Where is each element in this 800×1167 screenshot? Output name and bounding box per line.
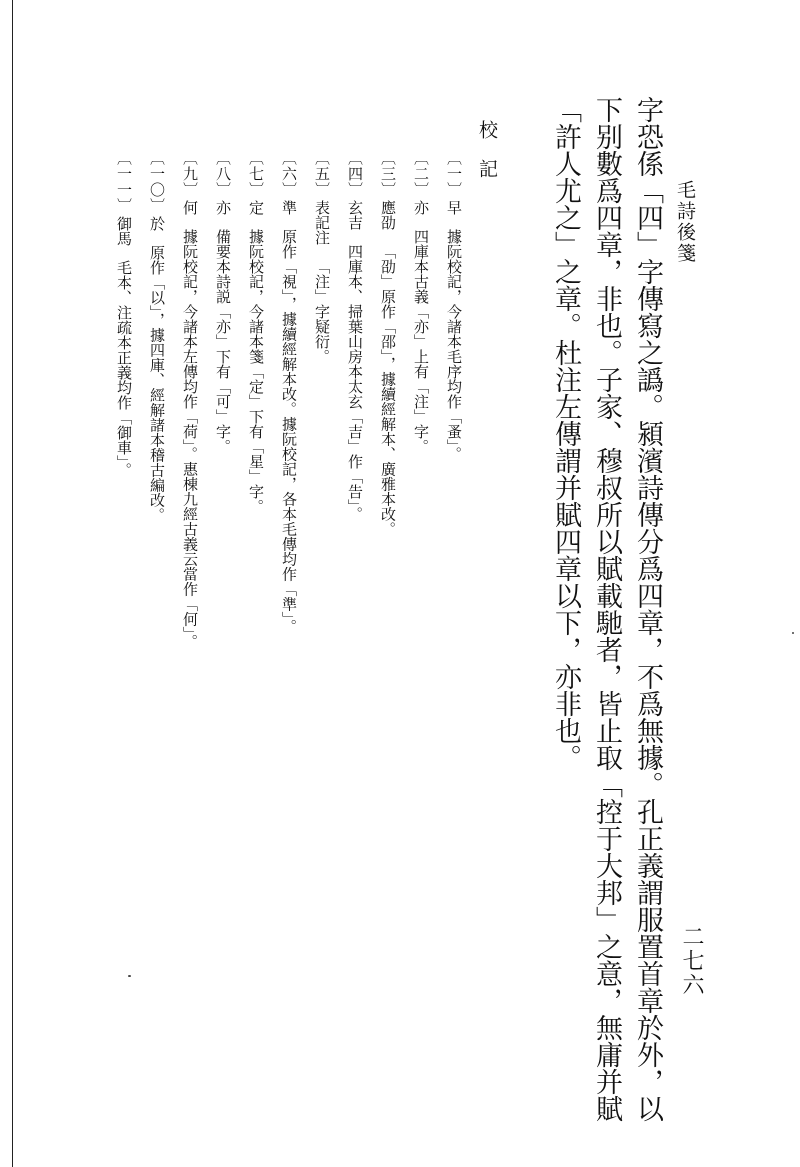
note-number: 〔四〕 [346, 150, 364, 198]
collation-note [206, 150, 239, 750]
collation-note [140, 150, 173, 750]
collation-note [173, 150, 206, 750]
collation-note [404, 150, 437, 750]
main-text-line: 下别數爲四章，非也。子家、穆叔所以賦載馳者，皆止取「控于大邦」之意，無庸并賦 [591, 96, 622, 1122]
note-number: 〔三〕 [379, 150, 397, 198]
note-number: 〔一〇〕 [148, 150, 166, 214]
note-number: 〔一一〕 [115, 150, 133, 214]
note-keyword: 玄吉 [346, 200, 364, 230]
note-text: 原作「以」，據四庫、經解諸本稽古編改。 [148, 245, 166, 523]
note-text: 據阮校記，今諸本左傳均作「荷」。惠棟九經古義云當作「何」。 [181, 229, 199, 649]
note-number: 〔二〕 [412, 150, 430, 198]
note-keyword: 準 [280, 200, 298, 215]
note-keyword: 御馬 [115, 216, 133, 246]
note-keyword: 亦 [412, 200, 430, 215]
note-text: 備要本詩説「亦」下有「可」字。 [214, 229, 232, 454]
running-header-title: 毛詩後箋 [674, 180, 696, 264]
collation-note [437, 150, 470, 750]
scan-speck [128, 975, 131, 977]
note-text: 據阮校記，今諸本毛序均作「蚤」。 [445, 229, 463, 462]
note-text: 原作「視」，據續經解本改。據阮校記，各本毛傳均作「準」。 [280, 229, 298, 634]
note-text: 據阮校記，今諸本箋「定」下有「星」字。 [247, 229, 265, 514]
note-keyword: 亦 [214, 200, 232, 215]
page-edge-line [12, 0, 13, 1167]
note-keyword: 應劭 [379, 200, 397, 230]
note-keyword: 定 [247, 200, 265, 215]
page-number: 二七六 [679, 925, 704, 997]
note-number: 〔八〕 [214, 150, 232, 198]
note-text: 毛本、注疏本正義均作「御車」。 [115, 260, 133, 478]
note-text: 四庫本古義「亦」上有「注」字。 [412, 229, 430, 454]
collation-note [107, 150, 140, 750]
collation-note [272, 150, 305, 750]
note-keyword: 早 [445, 200, 463, 215]
note-keyword: 何 [181, 200, 199, 215]
scan-speck [792, 632, 794, 634]
note-number: 〔一〕 [445, 150, 463, 198]
note-number: 〔九〕 [181, 150, 199, 198]
note-text: 「注」字疑衍。 [313, 259, 331, 364]
main-text-line: 「許人尤之」之章。杜注左傳謂并賦四章以下，亦非也。 [550, 96, 581, 771]
note-text: 四庫本、掃葉山房本太玄「吉」作「告」。 [346, 244, 364, 522]
main-text-line: 字恐係「四」字傳寫之譌。潁濱詩傳分爲四章，不爲無據。孔正義謂服置首章於外，以 [632, 96, 663, 1122]
note-keyword: 於 [148, 216, 166, 231]
note-number: 〔五〕 [313, 150, 331, 198]
collation-note [305, 150, 338, 750]
collation-notes-title: 校記 [476, 120, 498, 198]
note-number: 〔七〕 [247, 150, 265, 198]
note-number: 〔六〕 [280, 150, 298, 198]
collation-notes-list [115, 150, 470, 750]
collation-note [371, 150, 404, 750]
note-text: 「劭」原作「邵」，據續經解本、廣雅本改。 [379, 244, 397, 537]
note-keyword: 表記注 [313, 200, 331, 245]
collation-note [338, 150, 371, 750]
main-commentary-text [542, 96, 668, 1122]
collation-note [239, 150, 272, 750]
